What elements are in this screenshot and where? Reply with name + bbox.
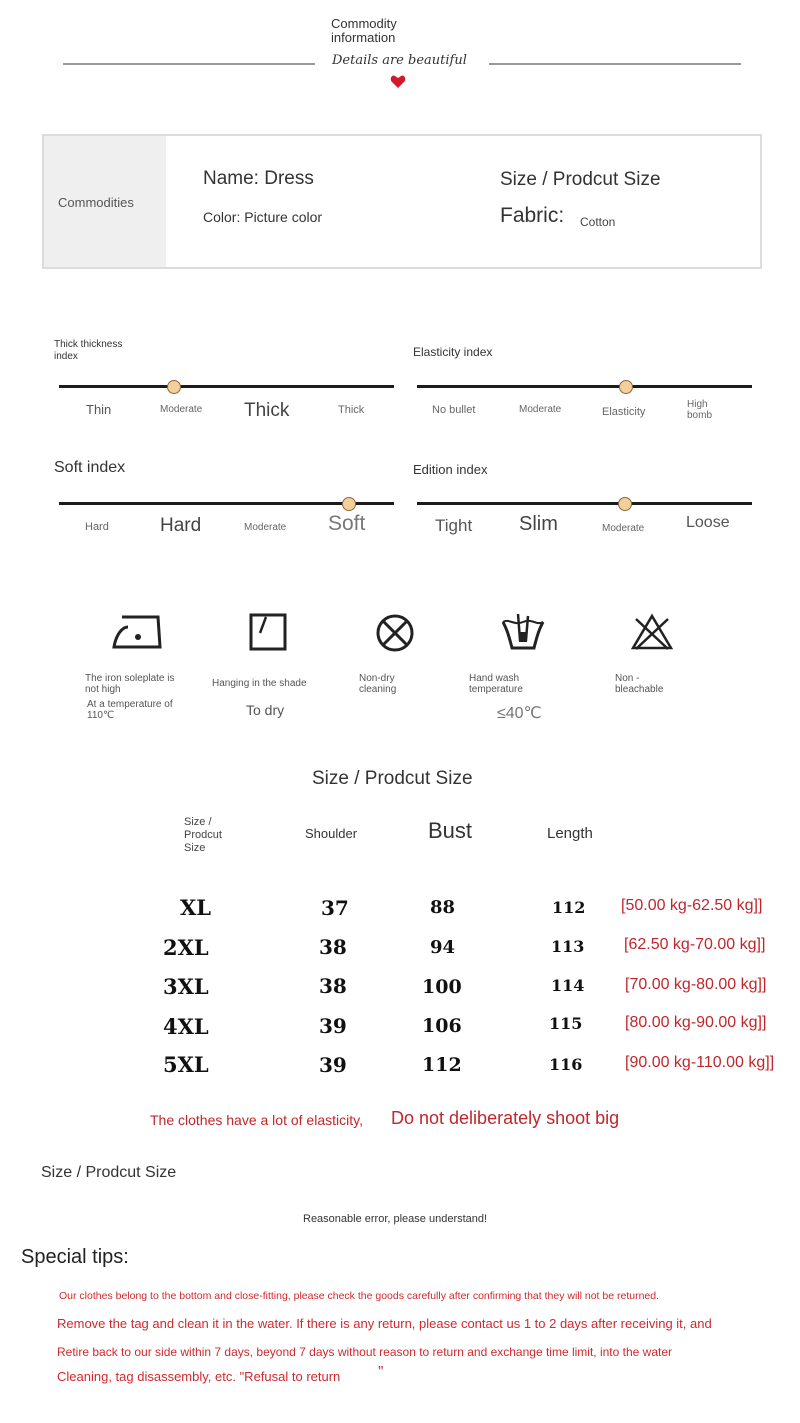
- shoulder-cell: 39: [319, 1053, 347, 1077]
- thickness-label-2: Moderate: [160, 404, 203, 415]
- weight-cell: [50.00 kg-62.50 kg]]: [621, 897, 763, 914]
- tip-line-4: Cleaning, tag disassembly, etc. "Refusal to return: [57, 1369, 341, 1384]
- shoulder-cell: 38: [319, 974, 347, 998]
- header-rule-left: [63, 63, 315, 65]
- header-script-text: Details are beautiful: [332, 53, 467, 68]
- elasticity-marker: [619, 380, 633, 394]
- tip-line-2: Remove the tag and clean it in the water. If there is any return, please contact us 1 to 2 days after receiving it, and: [57, 1316, 712, 1331]
- weight-cell: [70.00 kg-80.00 kg]]: [625, 976, 767, 993]
- soft-label-4: Soft: [328, 512, 366, 535]
- soft-label-1: Hard: [85, 521, 109, 533]
- size-advice-note: Do not deliberately shoot big: [391, 1108, 620, 1128]
- hang-dry-icon: [249, 613, 287, 651]
- hand-wash-temp: ≤40℃: [497, 705, 542, 722]
- commodities-side-panel: [44, 136, 166, 267]
- tip-closing-quote: ”: [378, 1364, 384, 1381]
- hand-wash-text: Hand wash temperature: [469, 673, 523, 695]
- thickness-label-4: Thick: [338, 404, 365, 416]
- weight-cell: [80.00 kg-90.00 kg]]: [625, 1014, 767, 1031]
- size-label-footer: Size / Prodcut Size: [41, 1164, 177, 1181]
- no-bleach-text: Non -bleachable: [615, 673, 664, 695]
- heart-icon: [390, 74, 406, 89]
- edition-label-2: Slim: [519, 513, 558, 535]
- special-tips-title: Special tips:: [21, 1246, 129, 1268]
- elasticity-label-3: Elasticity: [602, 406, 646, 418]
- size-cell: 3XL: [163, 974, 209, 999]
- iron-temp-text: At a temperature of 110℃: [87, 699, 173, 721]
- length-cell: 113: [551, 937, 585, 956]
- edition-scale-line: [417, 502, 752, 505]
- fabric-value: Cotton: [580, 215, 616, 229]
- product-color: Color: Picture color: [203, 209, 323, 225]
- soft-marker: [342, 497, 356, 511]
- edition-marker: [618, 497, 632, 511]
- length-cell: 115: [549, 1014, 583, 1033]
- elasticity-label-4: High bomb: [687, 399, 713, 421]
- bust-col-header: Bust: [428, 818, 473, 843]
- size-col-header: Size / Prodcut Size: [184, 816, 222, 854]
- commodities-box: [42, 134, 762, 269]
- product-name: Name: Dress: [203, 168, 314, 189]
- elasticity-label-2: Moderate: [519, 404, 562, 415]
- shoulder-cell: 37: [321, 896, 349, 920]
- edition-label-4: Loose: [686, 514, 730, 531]
- no-dry-clean-text: Non-dry cleaning: [359, 673, 397, 695]
- length-cell: 114: [551, 976, 585, 995]
- elasticity-note: The clothes have a lot of elasticity,: [150, 1112, 363, 1128]
- size-table-title: Size / Prodcut Size: [312, 768, 473, 789]
- fabric-label: Fabric:: [500, 204, 565, 227]
- bust-cell: 112: [422, 1054, 462, 1076]
- no-bleach-icon: [630, 613, 674, 651]
- header-rule-right: [489, 63, 741, 65]
- hand-wash-icon: [500, 610, 546, 654]
- hang-dry-subtext: To dry: [246, 702, 285, 718]
- no-dry-clean-icon: [375, 613, 415, 653]
- weight-cell: [90.00 kg-110.00 kg]]: [625, 1054, 775, 1071]
- elasticity-scale-line: [417, 385, 752, 388]
- bust-cell: 100: [422, 976, 462, 998]
- edition-index-title: Edition index: [413, 462, 488, 477]
- size-cell: XL: [180, 895, 212, 920]
- size-cell: 5XL: [163, 1052, 209, 1077]
- thickness-label-1: Thin: [86, 402, 112, 417]
- tip-line-1: Our clothes belong to the bottom and close-fitting, please check the goods carefully after confirming that they will not be returned.: [59, 1290, 660, 1302]
- product-size: Size / Prodcut Size: [500, 169, 661, 190]
- iron-icon: [112, 613, 164, 651]
- shoulder-cell: 38: [319, 935, 347, 959]
- error-note: Reasonable error, please understand!: [303, 1213, 488, 1225]
- bust-cell: 88: [430, 897, 456, 918]
- bust-cell: 106: [422, 1015, 462, 1037]
- thickness-index-title: Thick thickness index: [54, 339, 123, 362]
- soft-label-2: Hard: [160, 515, 202, 536]
- thickness-label-3: Thick: [244, 400, 290, 421]
- length-cell: 116: [549, 1055, 583, 1074]
- shoulder-cell: 39: [319, 1014, 347, 1038]
- iron-text: The iron soleplate is not high: [85, 673, 175, 695]
- soft-index-title: Soft index: [54, 459, 126, 476]
- hang-dry-text: Hanging in the shade: [212, 678, 307, 689]
- length-col-header: Length: [547, 825, 593, 842]
- bust-cell: 94: [430, 937, 456, 958]
- commodities-label: Commodities: [58, 195, 134, 210]
- weight-cell: [62.50 kg-70.00 kg]]: [624, 936, 766, 953]
- shoulder-col-header: Shoulder: [305, 826, 358, 841]
- tip-line-3: Retire back to our side within 7 days, beyond 7 days without reason to return and exchange time limit, into the water: [57, 1345, 672, 1359]
- soft-label-3: Moderate: [244, 522, 287, 533]
- edition-label-3: Moderate: [602, 523, 645, 534]
- elasticity-label-1: No bullet: [432, 404, 476, 416]
- length-cell: 112: [552, 898, 586, 917]
- header-title: Commodity information: [331, 16, 397, 45]
- size-cell: 4XL: [163, 1014, 209, 1039]
- size-cell: 2XL: [163, 935, 209, 960]
- elasticity-index-title: Elasticity index: [413, 345, 493, 359]
- thickness-marker: [167, 380, 181, 394]
- thickness-scale-line: [59, 385, 394, 388]
- edition-label-1: Tight: [435, 516, 473, 535]
